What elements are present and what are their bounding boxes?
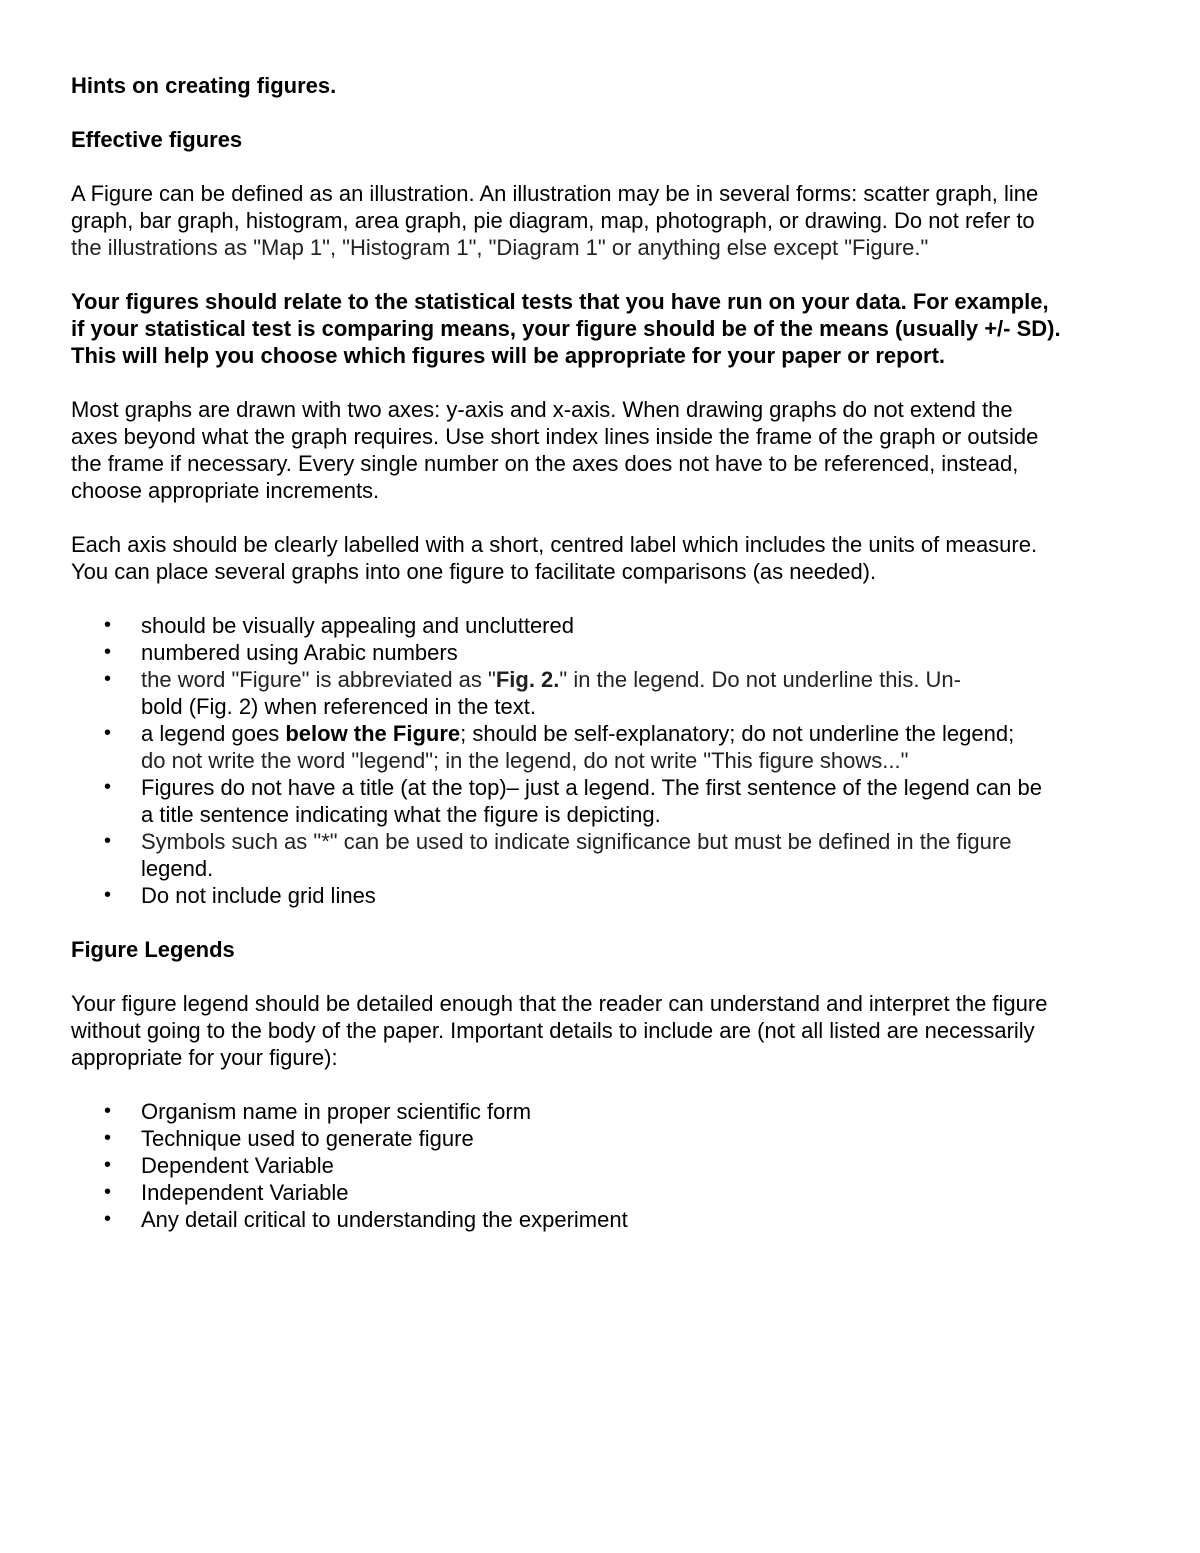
list-item xyxy=(71,612,1141,639)
list-item-text: • Symbols such as "*" can be used to indicate significance but must be defined in the figure xyxy=(141,829,1012,854)
spacer xyxy=(71,369,1141,396)
list-item-text: Do not include grid lines xyxy=(141,883,376,908)
figure-guidelines-list xyxy=(71,612,1141,909)
list-item-text: numbered using Arabic numbers xyxy=(141,640,458,665)
text-line: Your figure legend should be detailed enough that the reader can understand and interpret the figure xyxy=(71,991,1048,1016)
text-line: the illustrations as "Map 1", "Histogram 1", "Diagram 1" or anything else except "Figure." xyxy=(71,235,929,260)
text-line: Each axis should be clearly labelled with a short, centred label which includes the units of measure. xyxy=(71,532,1038,557)
list-item xyxy=(71,1098,1141,1125)
paragraph-legend-detail xyxy=(71,990,1141,1071)
list-item-text: Any detail critical to understanding the experiment xyxy=(141,1207,628,1232)
spacer xyxy=(71,1071,1141,1098)
list-item xyxy=(71,1179,1141,1206)
document-title: Hints on creating figures. xyxy=(71,73,337,98)
paragraph-axis-labels xyxy=(71,531,1141,585)
text-line: the frame if necessary. Every single number on the axes does not have to be referenced, instead, xyxy=(71,451,1019,476)
paragraph-axes xyxy=(71,396,1141,504)
spacer xyxy=(71,963,1141,990)
list-item xyxy=(71,882,1141,909)
text-line: You can place several graphs into one figure to facilitate comparisons (as needed). xyxy=(71,559,877,584)
text-line: if your statistical test is comparing means, your figure should be of the means (usually +/- SD). xyxy=(71,316,1061,341)
spacer xyxy=(71,99,1141,126)
text-line: Most graphs are drawn with two axes: y-axis and x-axis. When drawing graphs do not extend the xyxy=(71,397,1013,422)
emphasis-below-figure: below the Figure xyxy=(285,721,461,746)
spacer xyxy=(71,909,1141,936)
spacer xyxy=(71,153,1141,180)
paragraph-figure-definition xyxy=(71,180,1141,261)
list-item xyxy=(71,1125,1141,1152)
list-item-text: • Figures do not have a title (at the top)– just a legend. The first sentence of the legend can be xyxy=(141,775,1042,800)
spacer xyxy=(71,504,1141,531)
list-item-text: legend. xyxy=(141,856,214,881)
list-item xyxy=(71,828,1141,882)
list-item xyxy=(71,774,1141,828)
list-item xyxy=(71,666,1141,720)
spacer xyxy=(71,585,1141,612)
list-item-text: Technique used to generate figure xyxy=(141,1126,474,1151)
list-item-text: the word "Figure" is abbreviated as " xyxy=(141,667,496,692)
list-item-text: a legend goes xyxy=(141,721,286,746)
text-line: This will help you choose which figures will be appropriate for your paper or report. xyxy=(71,343,946,368)
text-line: A Figure can be defined as an illustration. An illustration may be in several forms: scatter graph, line xyxy=(71,181,1039,206)
legend-details-list xyxy=(71,1098,1141,1233)
list-item-text: Dependent Variable xyxy=(141,1153,334,1178)
text-line: choose appropriate increments. xyxy=(71,478,380,503)
text-line: Your figures should relate to the statistical tests that you have run on your data. For example, xyxy=(71,289,1049,314)
section-heading-figure-legends: Figure Legends xyxy=(71,937,235,962)
list-item-text: Independent Variable xyxy=(141,1180,349,1205)
spacer xyxy=(71,261,1141,288)
text-line: graph, bar graph, histogram, area graph, pie diagram, map, photograph, or drawing. Do not refer to xyxy=(71,208,1035,233)
list-item xyxy=(71,720,1141,774)
list-item-text: do not write the word "legend"; in the legend, do not write "This figure shows..." xyxy=(141,748,909,773)
list-item-text: should be visually appealing and uncluttered xyxy=(141,613,574,638)
list-item xyxy=(71,639,1141,666)
document-page xyxy=(71,72,1141,1233)
text-line: without going to the body of the paper. Important details to include are (not all listed are necessarily xyxy=(71,1018,1035,1043)
list-item-text: bold (Fig. 2) when referenced in the text. xyxy=(141,694,536,719)
fig-abbreviation: Fig. 2. xyxy=(495,667,560,692)
list-item-text: ; should be self-explanatory; do not underline the legend; xyxy=(460,721,1015,746)
list-item-text: " in the legend. Do not underline this. Un- xyxy=(559,667,961,692)
list-item xyxy=(71,1152,1141,1179)
section-heading-effective-figures: Effective figures xyxy=(71,127,243,152)
text-line: axes beyond what the graph requires. Use short index lines inside the frame of the graph or outside xyxy=(71,424,1039,449)
list-item-text: Organism name in proper scientific form xyxy=(141,1099,532,1124)
list-item xyxy=(71,1206,1141,1233)
list-item-text: a title sentence indicating what the figure is depicting. xyxy=(141,802,661,827)
paragraph-statistical-tests xyxy=(71,288,1141,369)
text-line: appropriate for your figure): xyxy=(71,1045,338,1070)
